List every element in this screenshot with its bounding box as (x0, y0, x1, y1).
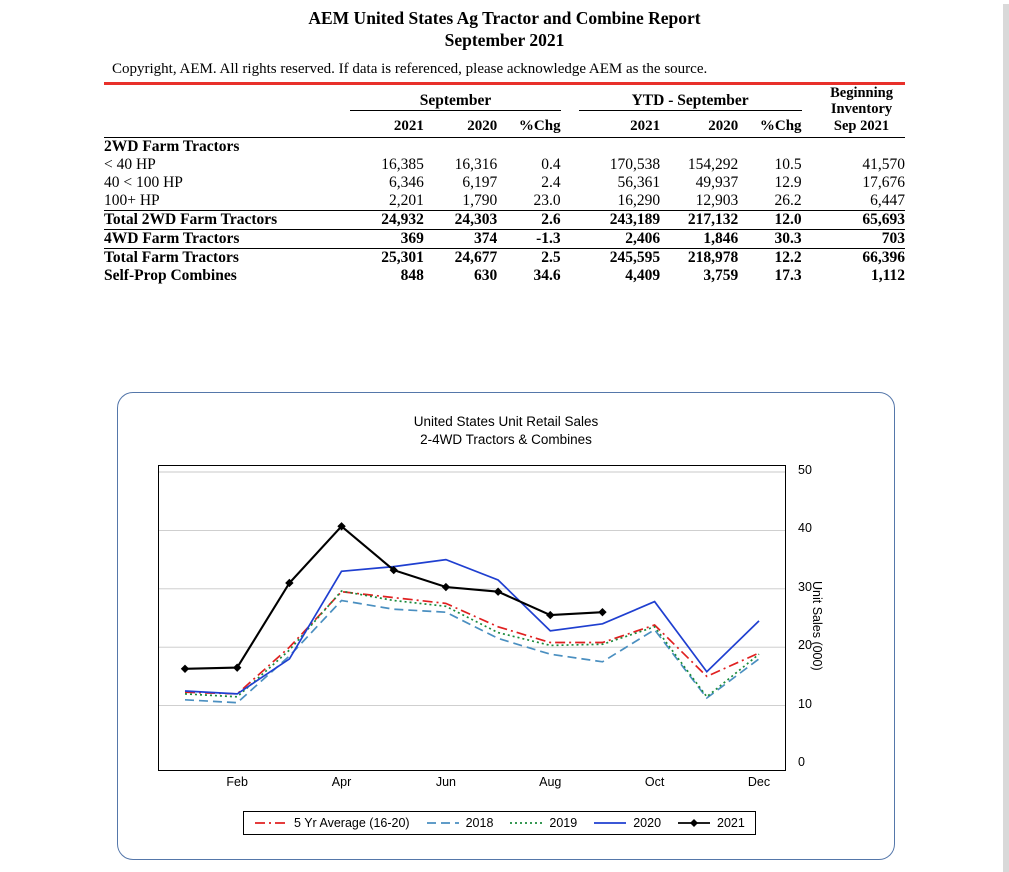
table-row (104, 174, 905, 192)
chart-svg (159, 466, 785, 770)
group-header-september: September (350, 85, 560, 111)
cell-sep-2021: 24,932 (350, 210, 423, 229)
legend-label: 2020 (633, 816, 662, 830)
chart-y-tick: 50 (798, 463, 812, 477)
cell-ytd-2021: 56,361 (617, 173, 661, 191)
legend-label: 5 Yr Average (16-20) (294, 816, 410, 830)
document-page (0, 4, 1009, 872)
page-title-line2: September 2021 (444, 30, 565, 51)
table-row (104, 229, 905, 248)
cell-inventory: 17,676 (862, 173, 905, 191)
chart-y-tick: 0 (798, 755, 805, 769)
legend-swatch-icon (426, 817, 460, 829)
legend-item (426, 816, 494, 830)
row-label: 2WD Farm Tractors (104, 137, 240, 155)
legend-swatch-icon (593, 817, 627, 829)
cell-ytd-chg: 12.2 (774, 248, 802, 266)
cell-ytd-2020: 3,759 (703, 266, 739, 284)
legend-label: 2019 (549, 816, 578, 830)
cell-ytd-chg: 10.5 (774, 155, 802, 173)
col-header-sep-2020: 2020 (467, 117, 498, 134)
cell-ytd-2021: 245,595 (609, 248, 661, 266)
cell-sep-2021: 369 (350, 229, 423, 248)
chart-title (118, 413, 894, 449)
cell-sep-2020: 24,677 (454, 248, 498, 266)
cell-sep-2021: 6,346 (388, 173, 424, 191)
cell-ytd-2020: 217,132 (660, 210, 738, 229)
chart-panel (117, 392, 895, 860)
cell-sep-chg (497, 137, 560, 156)
chart-x-tick: Feb (226, 775, 248, 789)
cell-ytd-2020: 12,903 (660, 192, 738, 211)
cell-sep-2021: 25,301 (381, 248, 424, 266)
table-row (104, 267, 905, 285)
cell-sep-2020: 16,316 (454, 155, 498, 173)
table-group-header-row (104, 85, 905, 111)
cell-inventory (818, 137, 905, 156)
chart-y-tick: 10 (798, 696, 812, 711)
chart-y-tick: 40 (798, 521, 812, 536)
cell-sep-2020: 6,197 (462, 173, 498, 191)
cell-sep-2021: 2,201 (350, 192, 423, 211)
cell-sep-chg: 2.4 (541, 173, 561, 191)
col-header-ytd-2021: 2021 (630, 117, 661, 134)
table-row (104, 192, 905, 211)
cell-sep-chg: 34.6 (533, 266, 561, 284)
col-header-ytd-2020: 2020 (708, 117, 739, 134)
row-label: 40 < 100 HP (104, 173, 183, 191)
group-header-ytd: YTD - September (579, 85, 802, 111)
cell-inventory: 1,112 (870, 266, 905, 284)
legend-item (593, 816, 661, 830)
legend-swatch-icon (254, 817, 288, 829)
page-edge-strip (1003, 4, 1009, 872)
inventory-head-line3: Sep 2021 (833, 118, 890, 135)
cell-ytd-chg (738, 137, 801, 156)
chart-x-tick: Aug (539, 775, 562, 789)
legend-label: 2021 (717, 816, 745, 830)
page-title-line1: AEM United States Ag Tractor and Combine Report (308, 8, 701, 28)
cell-ytd-chg: 12.0 (738, 210, 801, 229)
table-row (104, 210, 905, 229)
row-label: < 40 HP (104, 155, 156, 173)
cell-sep-chg: 2.6 (497, 210, 560, 229)
cell-ytd-2021: 16,290 (579, 192, 660, 211)
chart-x-tick: Oct (644, 775, 665, 789)
cell-sep-2021: 848 (400, 266, 424, 284)
cell-ytd-2021: 170,538 (609, 155, 661, 173)
report-table-container (104, 85, 905, 285)
cell-ytd-2020: 218,978 (687, 248, 739, 266)
chart-x-tick: Apr (331, 775, 352, 789)
cell-sep-chg: 2.5 (541, 248, 561, 266)
cell-ytd-2021: 4,409 (625, 266, 661, 284)
legend-item (677, 816, 745, 830)
chart-x-tick: Jun (435, 775, 456, 789)
cell-ytd-2021 (579, 137, 660, 156)
row-label: Total 2WD Farm Tractors (104, 210, 350, 229)
cell-sep-2020: 630 (473, 266, 498, 284)
legend-item (254, 816, 410, 830)
cell-ytd-2020 (660, 137, 738, 156)
copyright-notice: Copyright, AEM. All rights reserved. If data is referenced, please acknowledge AEM as the source. (112, 60, 708, 77)
cell-sep-chg: 0.4 (541, 155, 561, 173)
cell-inventory: 41,570 (862, 155, 905, 173)
row-label: Total Farm Tractors (104, 248, 239, 266)
cell-ytd-2020: 154,292 (687, 155, 739, 173)
cell-sep-2020: 1,790 (424, 192, 497, 211)
cell-ytd-2020: 49,937 (695, 173, 739, 191)
chart-y-tick: 30 (798, 579, 812, 594)
cell-sep-2020: 374 (424, 229, 497, 248)
inventory-head-line2: Inventory (830, 101, 893, 118)
cell-sep-2020 (424, 137, 497, 156)
cell-sep-2021 (350, 137, 423, 156)
cell-ytd-2021: 243,189 (579, 210, 660, 229)
cell-sep-chg: 23.0 (497, 192, 560, 211)
cell-ytd-chg: 12.9 (774, 173, 802, 191)
table-row (104, 137, 905, 156)
table-sub-header-row (104, 110, 905, 134)
group-header-beginning-inventory (818, 85, 905, 135)
cell-inventory: 65,693 (818, 210, 905, 229)
table-row (104, 156, 905, 174)
chart-subtitle: 2-4WD Tractors & Combines (420, 432, 592, 448)
cell-inventory: 6,447 (818, 192, 905, 211)
chart-y-axis-title: Unit Sales (000) (810, 581, 824, 671)
cell-inventory: 703 (818, 229, 905, 248)
col-header-sep-2021: 2021 (393, 117, 424, 134)
col-header-ytd-chg: %Chg (759, 117, 802, 134)
cell-sep-2021: 16,385 (381, 155, 424, 173)
legend-label: 2018 (465, 816, 494, 830)
row-label: Self-Prop Combines (104, 266, 237, 284)
inventory-head-line1: Beginning (830, 84, 893, 101)
chart-x-axis-labels (158, 775, 786, 795)
chart-y-tick: 20 (798, 638, 812, 653)
cell-ytd-2020: 1,846 (660, 229, 738, 248)
page-title (0, 4, 1009, 52)
chart-plot-area (158, 465, 786, 771)
row-label: 4WD Farm Tractors (104, 229, 350, 248)
legend-swatch-icon (677, 817, 711, 829)
chart-x-tick: Dec (747, 775, 771, 789)
legend-item (509, 816, 577, 830)
cell-ytd-chg: 17.3 (774, 266, 802, 284)
cell-ytd-chg: 30.3 (738, 229, 801, 248)
row-label: 100+ HP (104, 192, 350, 211)
cell-inventory: 66,396 (862, 248, 905, 266)
cell-sep-2020: 24,303 (424, 210, 497, 229)
cell-ytd-chg: 26.2 (738, 192, 801, 211)
cell-sep-chg: -1.3 (497, 229, 560, 248)
col-header-sep-chg: %Chg (518, 117, 561, 134)
table-row (104, 248, 905, 267)
chart-legend (243, 811, 756, 835)
chart-title-line1: United States Unit Retail Sales (413, 414, 599, 429)
report-table (104, 85, 905, 285)
cell-ytd-2021: 2,406 (579, 229, 660, 248)
report-table-body (104, 137, 905, 285)
legend-swatch-icon (509, 817, 543, 829)
